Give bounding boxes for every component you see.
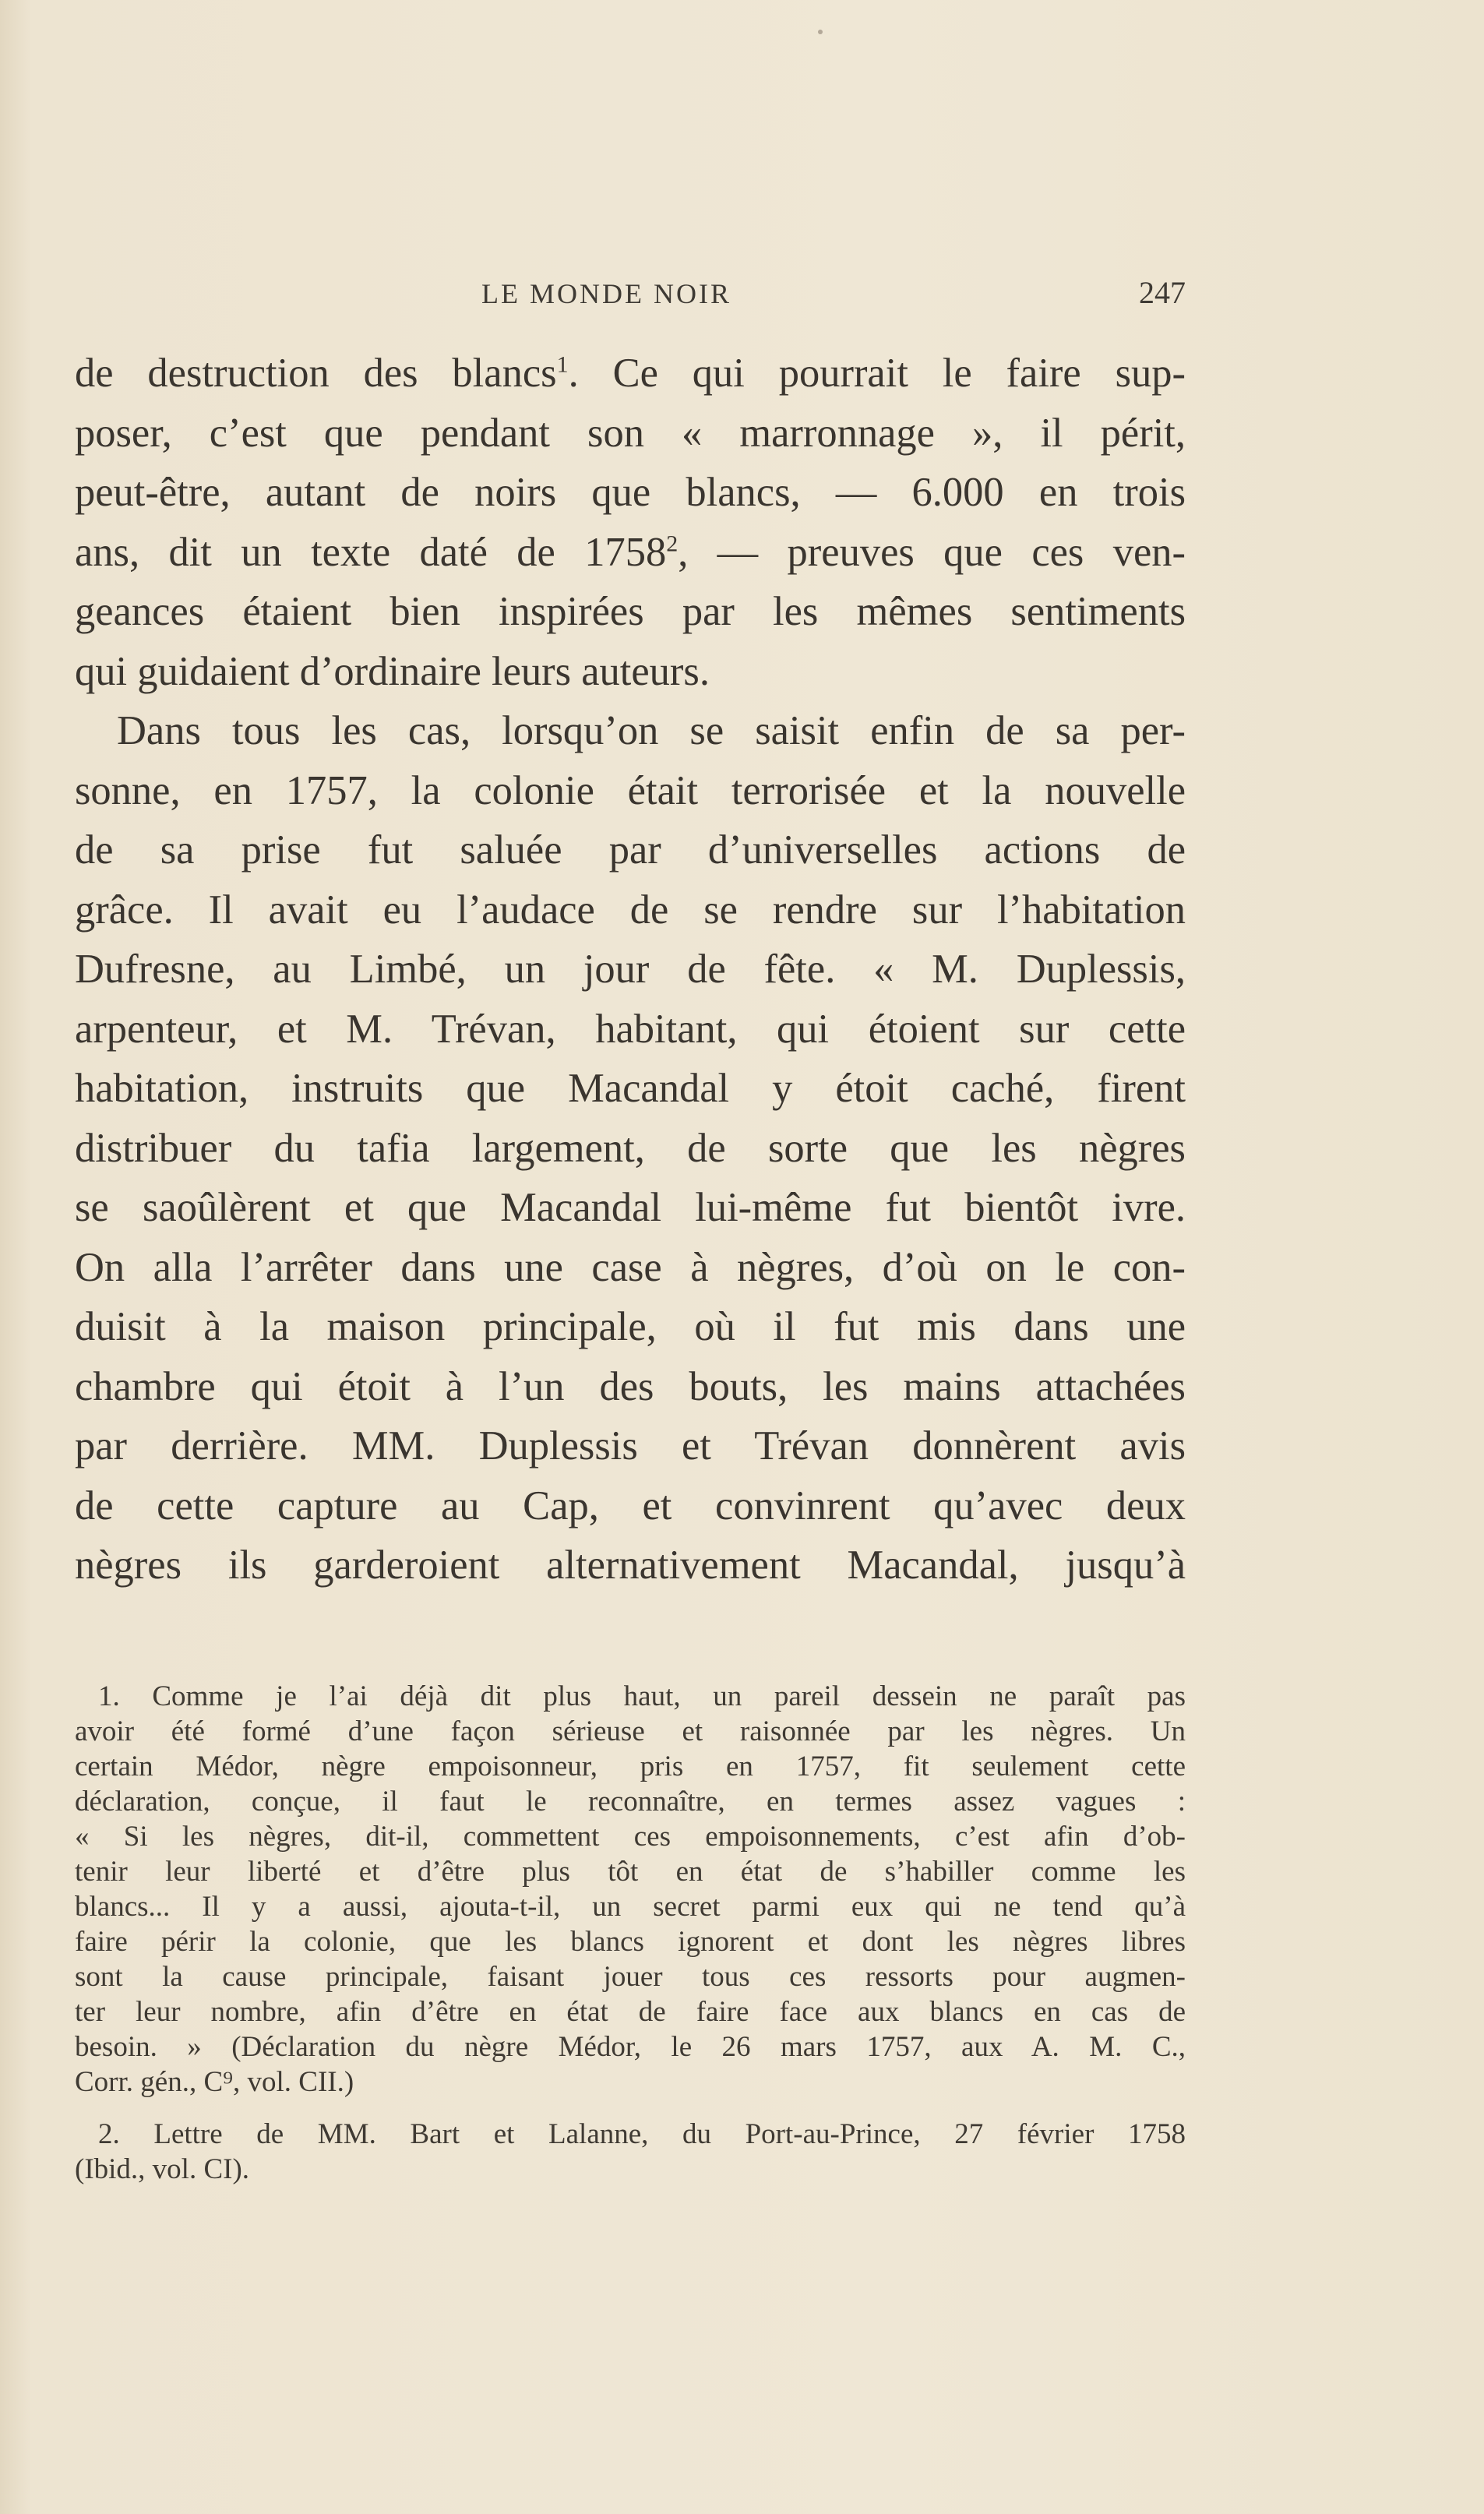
text-line: grâce. Il avait eu l’audace de se rendre sur l’habitation	[75, 887, 1186, 933]
text-line: se saoûlèrent et que Macandal lui-même fut bientôt ivre.	[75, 1185, 1186, 1230]
text-line: qui guidaient d’ordinaire leurs auteurs.	[75, 648, 710, 694]
footnotes	[75, 1679, 1186, 2187]
text-line: nègres ils garderoient alternativement Macandal, jusqu’à	[75, 1543, 1186, 1588]
footnote-line: faire périr la colonie, que les blancs ignorent et dont les nègres libres	[75, 1926, 1186, 1958]
text-line: distribuer du tafia largement, de sorte que les nègres	[75, 1125, 1186, 1171]
text-line: Dans tous les cas, lorsqu’on se saisit enfin de sa per-	[117, 708, 1186, 753]
footnote-line: tenir leur liberté et d’être plus tôt en état de s’habiller comme les	[75, 1856, 1186, 1888]
running-title: LE MONDE NOIR	[481, 278, 731, 309]
text-line: peut-être, autant de noirs que blancs, — 6.000 en trois	[75, 470, 1186, 515]
text-line: duisit à la maison principale, où il fut mis dans une	[75, 1304, 1186, 1349]
text-line: On alla l’arrêter dans une case à nègres, d’où on le con-	[75, 1244, 1186, 1290]
footnote-line: certain Médor, nègre empoisonneur, pris en 1757, fit seulement cette	[75, 1751, 1186, 1782]
footnote-line: déclaration, conçue, il faut le reconnaître, en termes assez vagues :	[75, 1786, 1186, 1818]
page-number: 247	[1139, 275, 1186, 310]
footnote-line: 2. Lettre de MM. Bart et Lalanne, du Port-au-Prince, 27 février 1758	[98, 2118, 1186, 2150]
text-line: habitation, instruits que Macandal y étoit caché, firent	[75, 1066, 1186, 1111]
text-line: par derrière. MM. Duplessis et Trévan donnèrent avis	[75, 1423, 1186, 1469]
footnote-line: 1. Comme je l’ai déjà dit plus haut, un pareil dessein ne paraît pas	[98, 1680, 1186, 1712]
text-line: Dufresne, au Limbé, un jour de fête. « M. Duplessis,	[75, 947, 1186, 992]
main-text	[75, 344, 1186, 1595]
text-line: geances étaient bien inspirées par les mêmes sentiments	[75, 589, 1186, 634]
text-line: poser, c’est que pendant son « marronnage », il périt,	[75, 410, 1186, 456]
page-header	[75, 271, 1186, 318]
footnote-line: sont la cause principale, faisant jouer tous ces ressorts pour augmen-	[75, 1961, 1186, 1993]
text-line: de sa prise fut saluée par d’universelles actions de	[75, 827, 1186, 873]
footnote-line: Corr. gén., C⁹, vol. CII.)	[75, 2066, 354, 2098]
footnote-2	[75, 2117, 1186, 2187]
text-line: sonne, en 1757, la colonie était terrorisée et la nouvelle	[75, 767, 1186, 813]
paper-speck	[818, 30, 823, 34]
footnote-line: ter leur nombre, afin d’être en état de faire face aux blancs en cas de	[75, 1996, 1186, 2028]
text-line: ans, dit un texte daté de 1758$^2$, — preuves que ces ven-	[75, 529, 1186, 575]
footnote-1	[75, 1679, 1186, 2100]
footnote-line: « Si les nègres, dit-il, commettent ces empoisonnements, c’est afin d’ob-	[75, 1821, 1186, 1853]
text-line: de destruction des blancs$^1$. Ce qui pourrait le faire sup-	[75, 351, 1186, 396]
footnote-line: (Ibid., vol. CI).	[75, 2153, 250, 2185]
footnote-line: blancs... Il y a aussi, ajouta-t-il, un secret parmi eux qui ne tend qu’à	[75, 1891, 1186, 1923]
text-line: chambre qui étoit à l’un des bouts, les mains attachées	[75, 1363, 1186, 1409]
footnote-ref: 1	[556, 351, 569, 378]
footnote-line: avoir été formé d’une façon sérieuse et raisonnée par les nègres. Un	[75, 1715, 1186, 1747]
footnote-line: besoin. » (Déclaration du nègre Médor, le 26 mars 1757, aux A. M. C.,	[75, 2031, 1186, 2063]
text-line: de cette capture au Cap, et convinrent qu’avec deux	[75, 1483, 1186, 1528]
footnote-gap	[75, 2100, 1186, 2117]
footnote-ref: 2	[666, 531, 679, 556]
text-line: arpenteur, et M. Trévan, habitant, qui étoient sur cette	[75, 1006, 1186, 1052]
